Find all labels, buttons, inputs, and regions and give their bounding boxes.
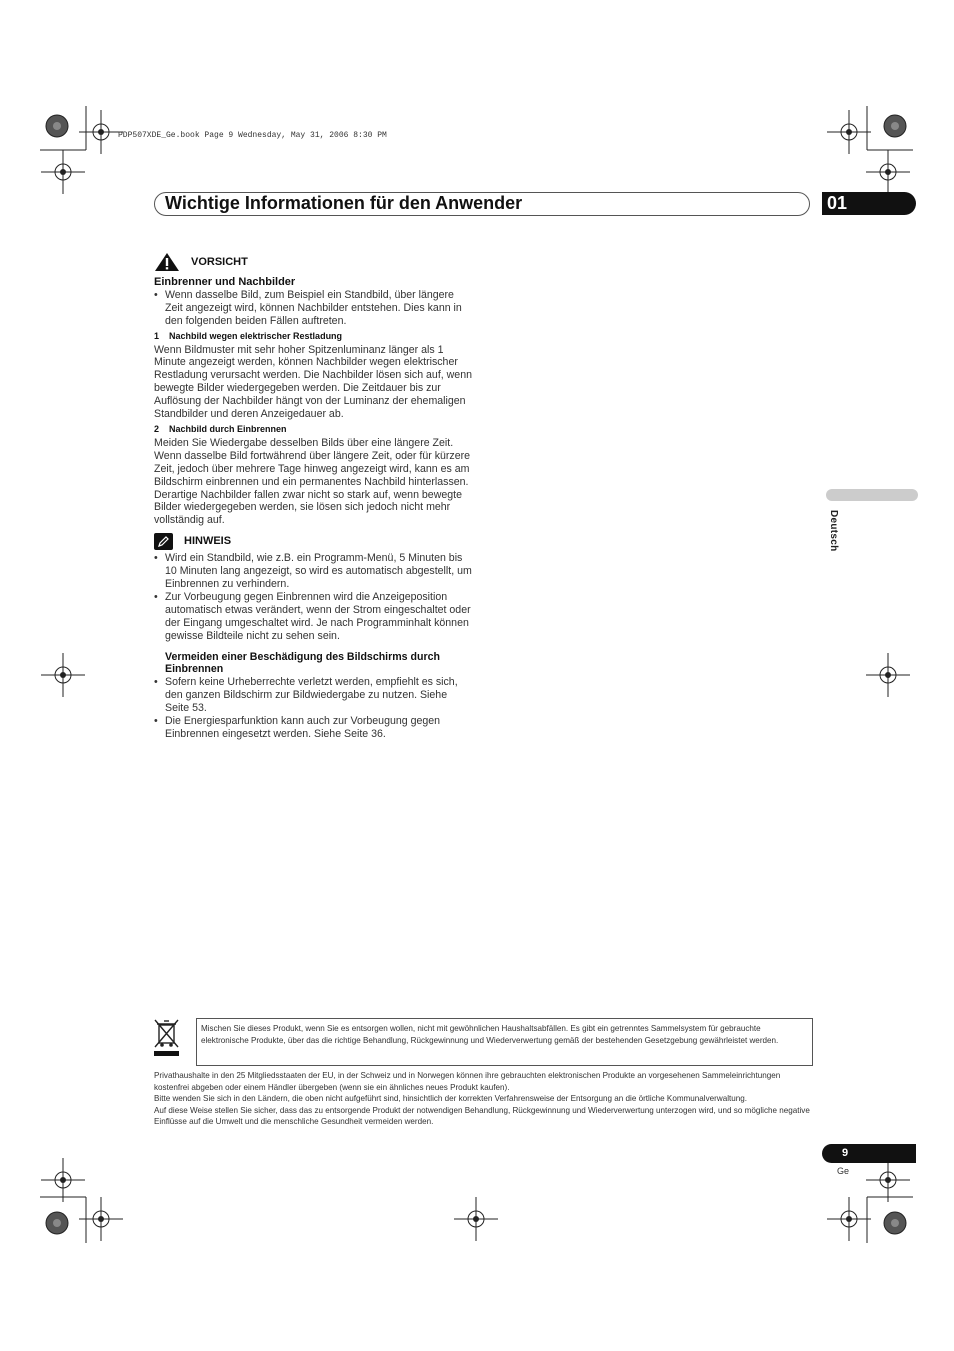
caution-subheading: Einbrenner und Nachbilder (154, 276, 296, 288)
page-title: Wichtige Informationen für den Anwender (165, 193, 523, 213)
list-item: • Zur Vorbeugung gegen Einbrennen wird die Anzeigeposition automatisch etwas verändert, wenn der Strom eingeschaltet oder der Eingang umgeschaltet wird. Je nach Programminhalt können gewisse Bildteile nicht zu sehen sein. (154, 591, 474, 643)
note-subheading: Vermeiden einer Beschädigung des Bildschirms durch Einbrennen (165, 650, 440, 676)
page-number-badge (822, 1144, 916, 1163)
chapter-number (822, 192, 916, 215)
note-bullet-4: Die Energiesparfunktion kann auch zur Vorbeugung gegen Einbrennen eingesetzt werden. Siehe Seite 36. (165, 715, 441, 740)
case1-title: 1 Nachbild wegen elektrischer Restladung (154, 330, 343, 341)
caution-heading (154, 252, 474, 272)
crossed-bin-icon (152, 1016, 182, 1062)
disposal-line-3: Auf diese Weise stellen Sie sicher, dass das zu entsorgende Produkt der notwendigen Behandlung, Rückgewinnung und Wiederverwertung unterzogen wird, und so mögliche negative Einflüsse auf die Umwelt und die menschliche Gesundheit vermeiden werden. (154, 1105, 810, 1127)
chapter-label: 01 (827, 193, 848, 213)
main-column (154, 252, 474, 741)
note-bullet-1: Wird ein Standbild, wie z.B. ein Programm-Menü, 5 Minuten bis 10 Minuten lang angezeigt, so wird es automatisch abgestellt, um Einbrennen zu verhindern. (165, 552, 472, 591)
page-number: 9 (842, 1147, 849, 1159)
case1-text: Wenn Bildmuster mit sehr hoher Spitzenluminanz länger als 1 Minute angezeigt werden, können Nachbilder wegen elektrischer Restladung verursacht werden. Die Nachbilder lösen sich auf, wenn bewegte Bilder wiedergegeben werden. Die Zeitdauer bis zur Auflösung der Nachbilder hängt von der Luminanz der ehemaligen Standbilder und deren Anzeigedauer ab. (154, 343, 472, 421)
note-bullet-2: Zur Vorbeugung gegen Einbrennen wird die Anzeigeposition automatisch etwas verändert, wenn der Strom eingeschaltet oder der Eingang umgeschaltet wird. Je nach Programminhalt können gewisse Bildteile nicht zu sehen sein. (165, 590, 471, 642)
case2-title: 2 Nachbild durch Einbrennen (154, 423, 287, 434)
note-heading (154, 531, 474, 551)
disposal-notice-box (196, 1018, 813, 1066)
file-header: PDP507XDE_Ge.book Page 9 Wednesday, May 31, 2006 8:30 PM (118, 131, 387, 140)
list-item: • Sofern keine Urheberrechte verletzt werden, empfiehlt es sich, den ganzen Bildschirm zur Bildwiedergabe zu nutzen. Siehe Seite 53. (154, 676, 474, 715)
caution-bullet-1: Wenn dasselbe Bild, zum Beispiel ein Standbild, über längere Zeit angezeigt wird, können Nachbilder entstehen. Dies kann in den folgenden beiden Fällen auftreten. (165, 288, 462, 327)
disposal-line-2: Bitte wenden Sie sich in den Ländern, die oben nicht aufgeführt sind, hinsichtlich der korrekten Verfahrensweise der Entsorgung an die örtliche Kommunalverwaltung. (154, 1094, 747, 1104)
warning-icon (154, 252, 180, 272)
note-label: HINWEIS (184, 534, 232, 547)
disposal-footnotes (154, 1070, 814, 1128)
page-language-code: Ge (837, 1166, 850, 1176)
caution-label: VORSICHT (191, 255, 248, 268)
list-item: • Die Energiesparfunktion kann auch zur Vorbeugung gegen Einbrennen eingesetzt werden. Siehe Seite 36. (154, 715, 474, 741)
language-label: Deutsch (828, 510, 839, 552)
case2-text: Meiden Sie Wiedergabe desselben Bilds über eine längere Zeit. Wenn dasselbe Bild fortwährend über längere Zeit, oder für kürzere Zeit, jedoch über mehrere Tage hinweg angezeigt wird, kann es am Bildschirm einbrennen und ein permanentes Nachbild hinterlassen. Derartige Nachbilder fallen zwar nicht so stark auf, wenn bewegte Bilder wiedergegeben werden, sie lösen sich jedoch nicht mehr vollständig auf. (154, 436, 471, 527)
list-item: • Wenn dasselbe Bild, zum Beispiel ein Standbild, über längere Zeit angezeigt wird, können Nachbilder entstehen. Dies kann in den folgenden beiden Fällen auftreten. (154, 289, 474, 328)
disposal-notice: Mischen Sie dieses Produkt, wenn Sie es entsorgen wollen, nicht mit gewöhnlichen Haushaltsabfällen. Es gibt ein getrenntes Sammelsystem für gebrauchte elektronische Produkte, über das die richtige Behandlung, Rückgewinnung und Wiederverwertung gemäß der bestehenden Gesetzgebung gewährleistet werden. (201, 1024, 779, 1046)
note-bullet-3: Sofern keine Urheberrechte verletzt werden, empfiehlt es sich, den ganzen Bildschirm zur Bildwiedergabe zu nutzen. Siehe Seite 53. (165, 676, 458, 715)
list-item: • Wird ein Standbild, wie z.B. ein Programm-Menü, 5 Minuten bis 10 Minuten lang angezeigt, so wird es automatisch abgestellt, um Einbrennen zu verhindern. (154, 552, 474, 591)
language-tab (826, 489, 918, 501)
disposal-line-1: Privathaushalte in den 25 Mitgliedsstaaten der EU, in der Schweiz und in Norwegen können ihre gebrauchten elektronischen Produkte an vorgesehenen Sammeleinrichtungen kostenfrei abgeben oder einem Händler übergeben (wenn sie ein ähnliches neues Produkt kaufen). (154, 1071, 781, 1092)
pencil-icon (154, 533, 173, 550)
